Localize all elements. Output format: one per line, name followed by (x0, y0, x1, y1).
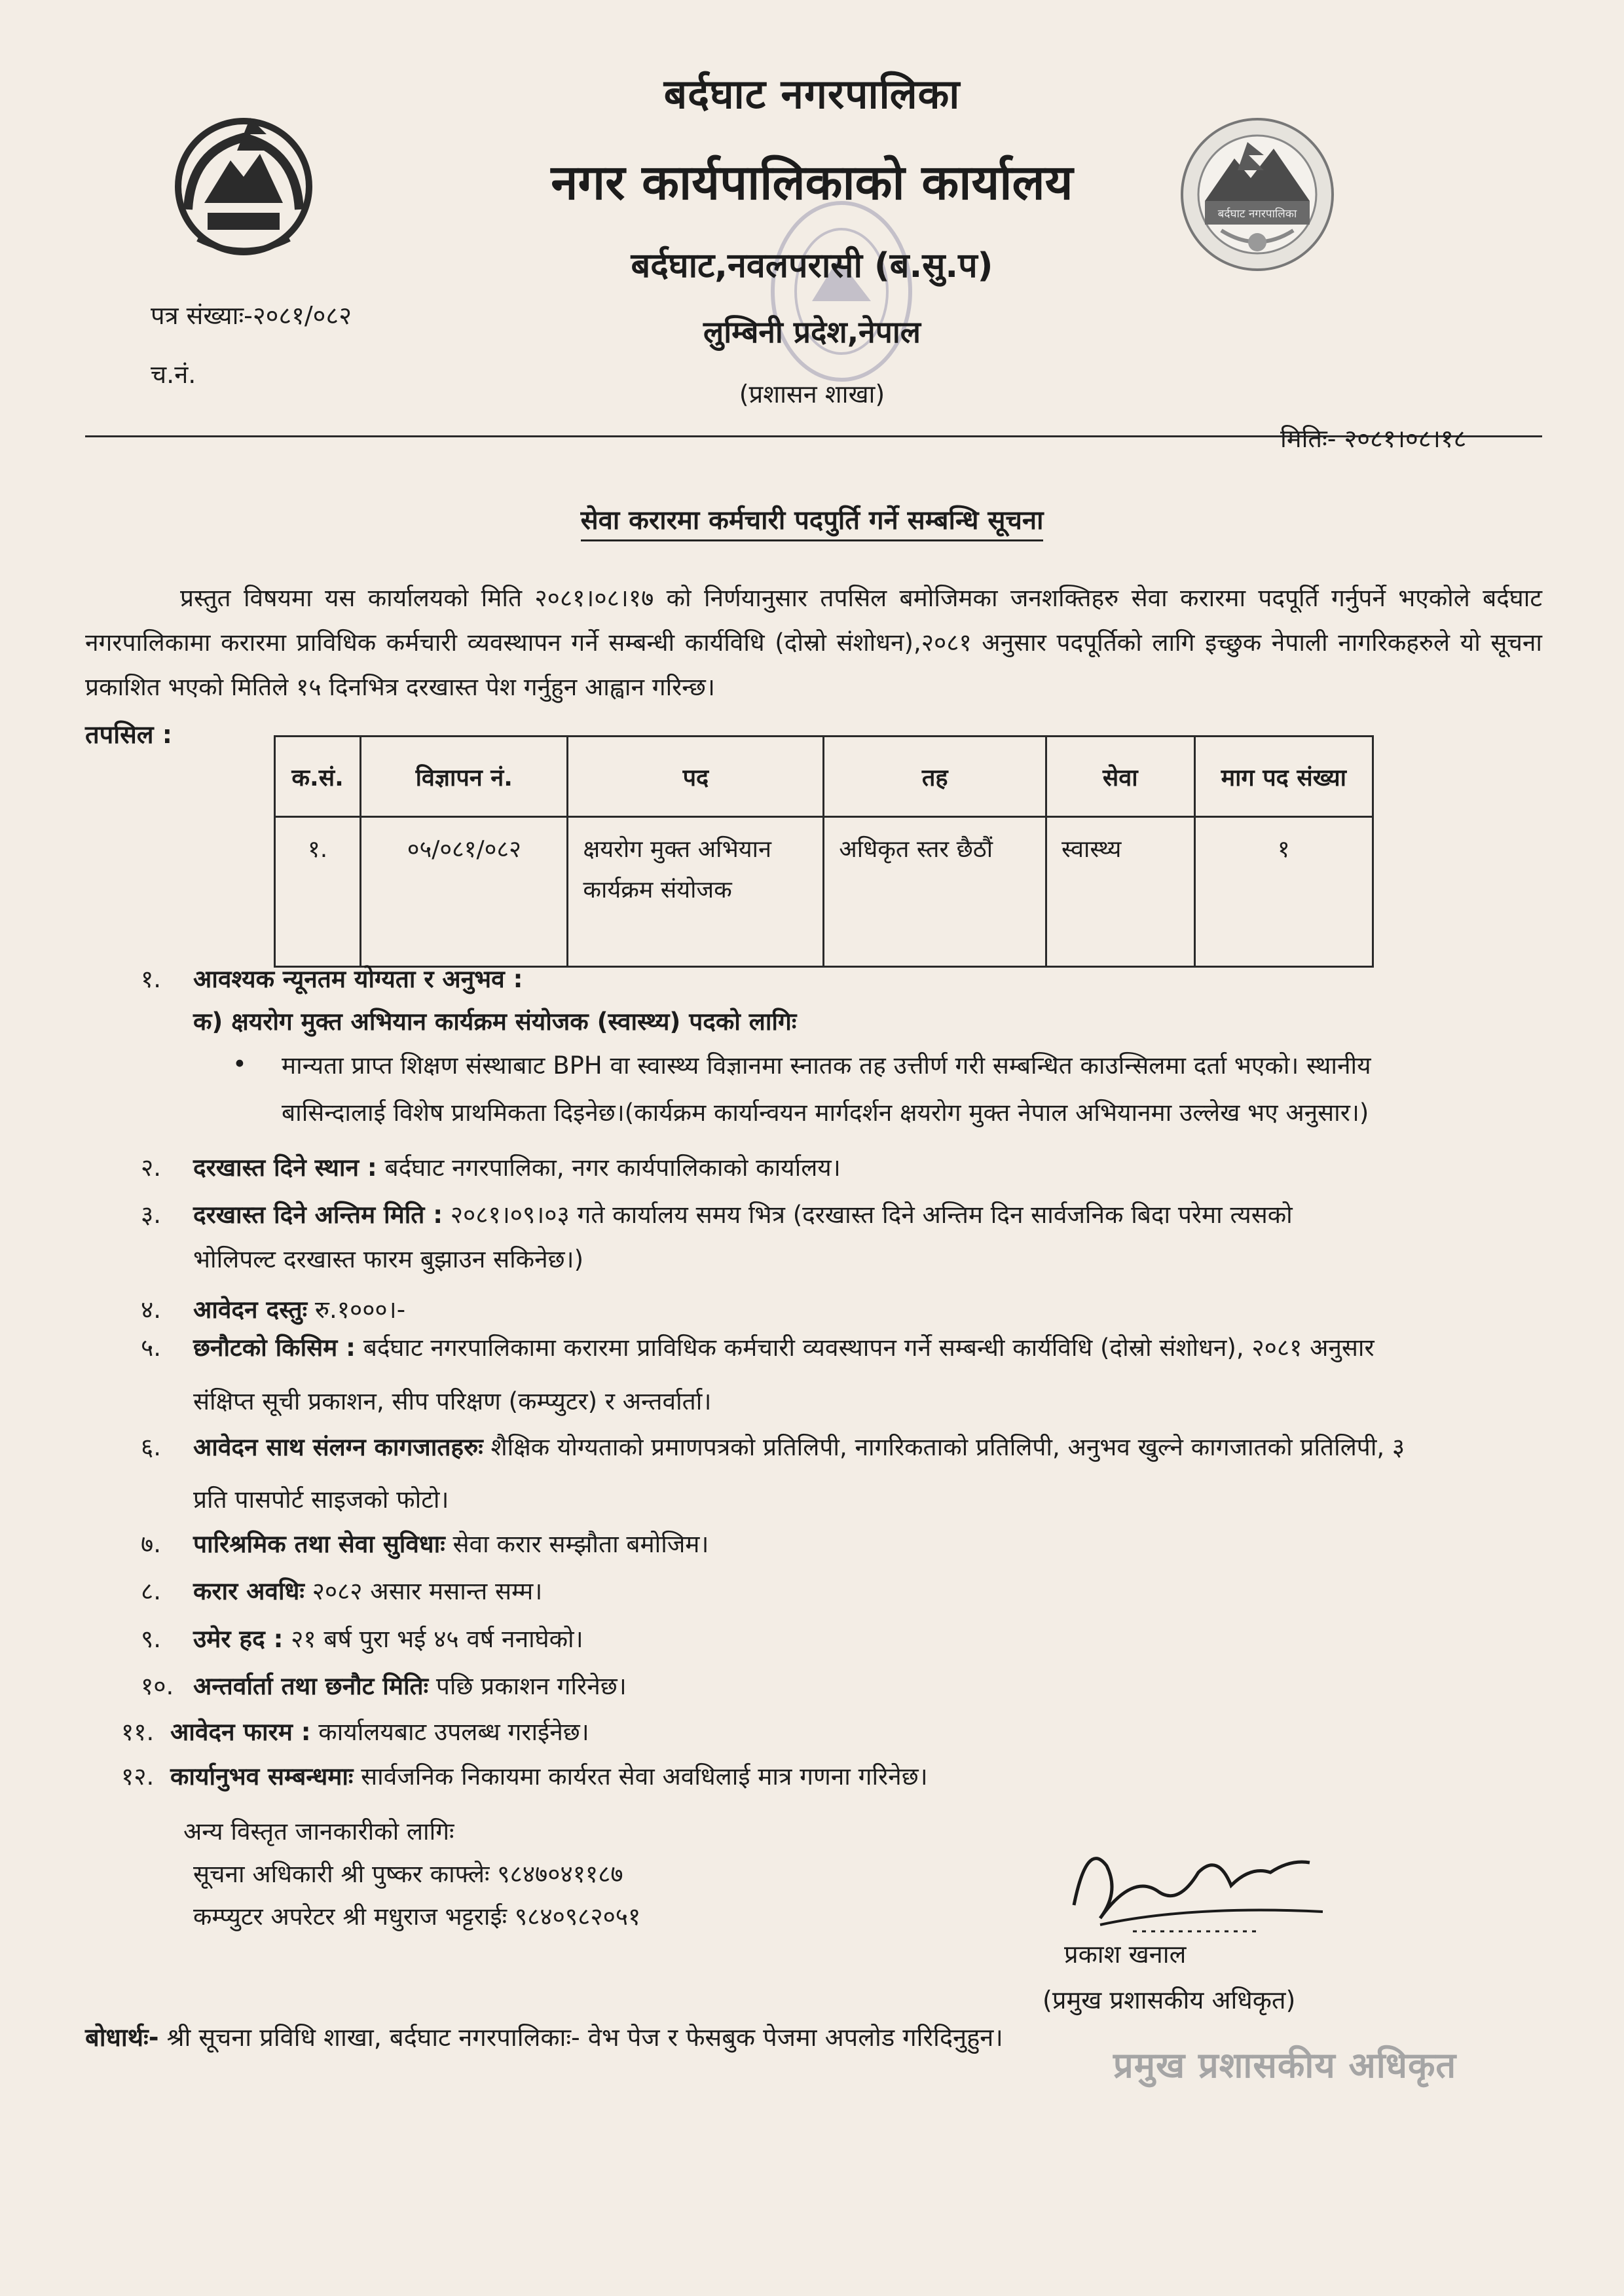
vacancy-table (274, 735, 1374, 968)
list-item-6-cont: प्रति पासपोर्ट साइजको फोटो। (193, 1485, 449, 1514)
table-cell-adv-no: ०५/०८१/०८२ (361, 817, 568, 967)
table-header: पद (568, 737, 824, 817)
list-item-1-bullet (282, 1042, 1542, 1137)
table-row (275, 817, 1373, 967)
office-seal-icon (766, 196, 917, 386)
item-sub-label: क) क्षयरोग मुक्त अभियान कार्यक्रम संयोजक (स्वास्थ्य) पदको लागिः (193, 1008, 797, 1036)
table-cell-post (568, 817, 824, 967)
item-number: १०. (141, 1672, 174, 1700)
signature-icon (1061, 1827, 1336, 1938)
item-number: ९. (141, 1625, 162, 1653)
item-number: ५. (141, 1334, 162, 1362)
notice-title-text: सेवा करारमा कर्मचारी पदपुर्ति गर्ने सम्बन्धि सूचना (581, 505, 1044, 541)
table-header: माग पद संख्या (1194, 737, 1373, 817)
list-item-5 (141, 1331, 1375, 1365)
bullet-line: मान्यता प्राप्त शिक्षण संस्थाबाट BPH वा स्वास्थ्य विज्ञानमा स्नातक तह उत्तीर्ण गरी सम्बन्धित काउन्सिलमा दर्ता भएको। स्थानीय (282, 1051, 1371, 1080)
post-line: कार्यक्रम संयोजक (583, 877, 732, 903)
item-text: बर्दघाट नगरपालिका, नगर कार्यपालिकाको कार्यालय। (377, 1154, 841, 1182)
item-text: सेवा करार सम्झौता बमोजिम। (445, 1530, 709, 1558)
list-item-1 (141, 962, 523, 996)
bodhartha-line (85, 2020, 1003, 2054)
item-label: करार अवधिः (193, 1577, 304, 1605)
item-number: ११. (121, 1718, 155, 1746)
item-label: कार्यानुभव सम्बन्धमाः (170, 1762, 354, 1791)
dispatch-number: च.नं. (151, 360, 196, 389)
table-header: क.सं. (275, 737, 361, 817)
list-item-8 (141, 1575, 542, 1609)
tapsil-label: तपसिल : (85, 720, 172, 749)
list-item-3 (141, 1198, 1293, 1232)
post-line: क्षयरोग मुक्त अभियान (583, 836, 771, 863)
item-text: २०८२ असार मसान्त सम्म। (304, 1577, 543, 1605)
designation-stamp: प्रमुख प्रशासकीय अधिकृत (1113, 2045, 1457, 2086)
bullet-line: बासिन्दालाई विशेष प्राथमिकता दिइनेछ।(कार्यक्रम कार्यान्वयन मार्गदर्शन क्षयरोग मुक्त नेपाल अभियानमा उल्लेख भए अनुसार।) (282, 1099, 1369, 1127)
item-number: २. (141, 1154, 162, 1182)
list-item-7 (141, 1527, 709, 1561)
item-label: आवश्यक न्यूनतम योग्यता र अनुभव : (193, 965, 523, 993)
item-number: ७. (141, 1530, 162, 1558)
bodhartha-label: बोधार्थः- (85, 2023, 159, 2052)
list-item-11 (121, 1715, 589, 1749)
municipality-name: बर्दघाट नगरपालिका (663, 70, 961, 118)
contact-operator: कम्प्युटर अपरेटर श्री मधुराज भट्टराईः ९८४०९८२०५१ (193, 1903, 641, 1931)
item-text: सार्वजनिक निकायमा कार्यरत सेवा अवधिलाई मात्र गणना गरिनेछ। (353, 1762, 928, 1791)
item-text: २०८१।०९।०३ गते कार्यालय समय भित्र (दरखास्त दिने अन्तिम दिन सार्वजनिक बिदा परेमा त्यसको (443, 1201, 1293, 1229)
letter-date: मितिः- २०८१।०८।१८ (1280, 424, 1467, 453)
item-text: रु.१०००।- (307, 1296, 406, 1324)
item-label: दरखास्त दिने स्थान : (193, 1154, 377, 1182)
table-cell-sn: १. (275, 817, 361, 967)
table-cell-service: स्वास्थ्य (1046, 817, 1194, 967)
bodhartha-text: श्री सूचना प्रविधि शाखा, बर्दघाट नगरपालिकाः- वेभ पेज र फेसबुक पेजमा अपलोड गरिदिनुहुन। (158, 2023, 1003, 2052)
branch-name: (प्रशासन शाखा) (739, 380, 885, 409)
item-label: आवेदन साथ संलग्न कागजातहरुः (193, 1433, 483, 1461)
list-item-5-cont: संक्षिप्त सूची प्रकाशन, सीप परिक्षण (कम्प्युटर) र अन्तर्वार्ता। (193, 1387, 712, 1415)
signatory-title: (प्रमुख प्रशासकीय अधिकृत) (1043, 1986, 1296, 2014)
table-header: तह (824, 737, 1046, 817)
item-label: दरखास्त दिने अन्तिम मिति : (193, 1201, 443, 1229)
item-number: ६. (141, 1433, 162, 1461)
contact-officer: सूचना अधिकारी श्री पुष्कर काफ्लेः ९८४७०४११८७ (193, 1860, 623, 1888)
item-text: २१ बर्ष पुरा भई ४५ वर्ष ननाघेको। (283, 1625, 583, 1653)
item-text: शैक्षिक योग्यताको प्रमाणपत्रको प्रतिलिपी, नागरिकताको प्रतिलिपी, अनुभव खुल्ने कागजातको प्रतिलिपी, ३ (483, 1433, 1405, 1461)
contact-intro: अन्य विस्तृत जानकारीको लागिः (183, 1817, 454, 1846)
signatory-name: प्रकाश खनाल (1064, 1940, 1187, 1969)
item-label: उमेर हद : (193, 1625, 284, 1653)
item-number: ३. (141, 1201, 162, 1229)
item-label: अन्तर्वार्ता तथा छनौट मितिः (193, 1672, 429, 1700)
item-label: आवेदन फारम : (170, 1718, 311, 1746)
list-item-3-cont: भोलिपल्ट दरखास्त फारम बुझाउन सकिनेछ।) (193, 1245, 584, 1273)
item-label: आवेदन दस्तुः (193, 1296, 308, 1324)
item-text: पछि प्रकाशन गरिनेछ। (428, 1672, 627, 1700)
logo-text: बर्दघाट नगरपालिका (1217, 208, 1297, 221)
item-number: ८. (141, 1577, 162, 1605)
item-number: १२. (121, 1762, 155, 1791)
item-text: बर्दघाट नगरपालिकामा करारमा प्राविधिक कर्मचारी व्यवस्थापन गर्ने सम्बन्धी कार्यविधि (दोस्रो संशोधन), २०८१ अनुसार (355, 1334, 1375, 1362)
letter-number: पत्र संख्याः-२०८१/०८२ (151, 301, 352, 330)
item-label: पारिश्रमिक तथा सेवा सुविधाः (193, 1530, 445, 1558)
list-item-6 (141, 1430, 1405, 1465)
item-text: कार्यालयबाट उपलब्ध गराईनेछ। (310, 1718, 589, 1746)
office-address: बर्दघाट,नवलपरासी (ब.सु.प) (631, 246, 993, 285)
table-header-row (275, 737, 1373, 817)
list-item-4 (141, 1293, 405, 1327)
list-item-12 (121, 1760, 928, 1794)
notice-title (0, 501, 1624, 537)
notice-body: प्रस्तुत विषयमा यस कार्यालयको मिति २०८१।०८।१७ को निर्णयानुसार तपसिल बमोजिमका जनशक्तिहरु सेवा करारमा पदपूर्ति गर्नुपर्ने भएकोले बर्दघाट नगरपालिकामा करारमा प्राविधिक कर्मचारी व्यवस्थापन गर्ने सम्बन्धी कार्यविधि (दोस्रो संशोधन),२०८१ अनुसार पदपूर्तिको लागि इच्छुक नेपाली नागरिकहरुले यो सूचना प्रकाशित भएको मितिले १५ दिनभित्र दरखास्त पेश गर्नुहुन आह्वान गरिन्छ। (85, 584, 1542, 701)
item-label: छनौटको किसिम : (193, 1334, 356, 1362)
table-header: सेवा (1046, 737, 1194, 817)
list-item-1-sub (193, 1005, 796, 1039)
table-cell-count: १ (1194, 817, 1373, 967)
list-item-9 (141, 1622, 583, 1656)
item-number: १. (141, 965, 162, 993)
office-name: नगर कार्यपालिकाको कार्यालय (551, 155, 1073, 211)
list-item-2 (141, 1151, 841, 1185)
bullet-icon: • (232, 1050, 247, 1078)
list-item-10 (141, 1669, 627, 1704)
table-header: विज्ञापन नं. (361, 737, 568, 817)
table-cell-level: अधिकृत स्तर छैठौं (824, 817, 1046, 967)
province-name: लुम्बिनी प्रदेश,नेपाल (703, 314, 921, 350)
item-number: ४. (141, 1296, 162, 1324)
